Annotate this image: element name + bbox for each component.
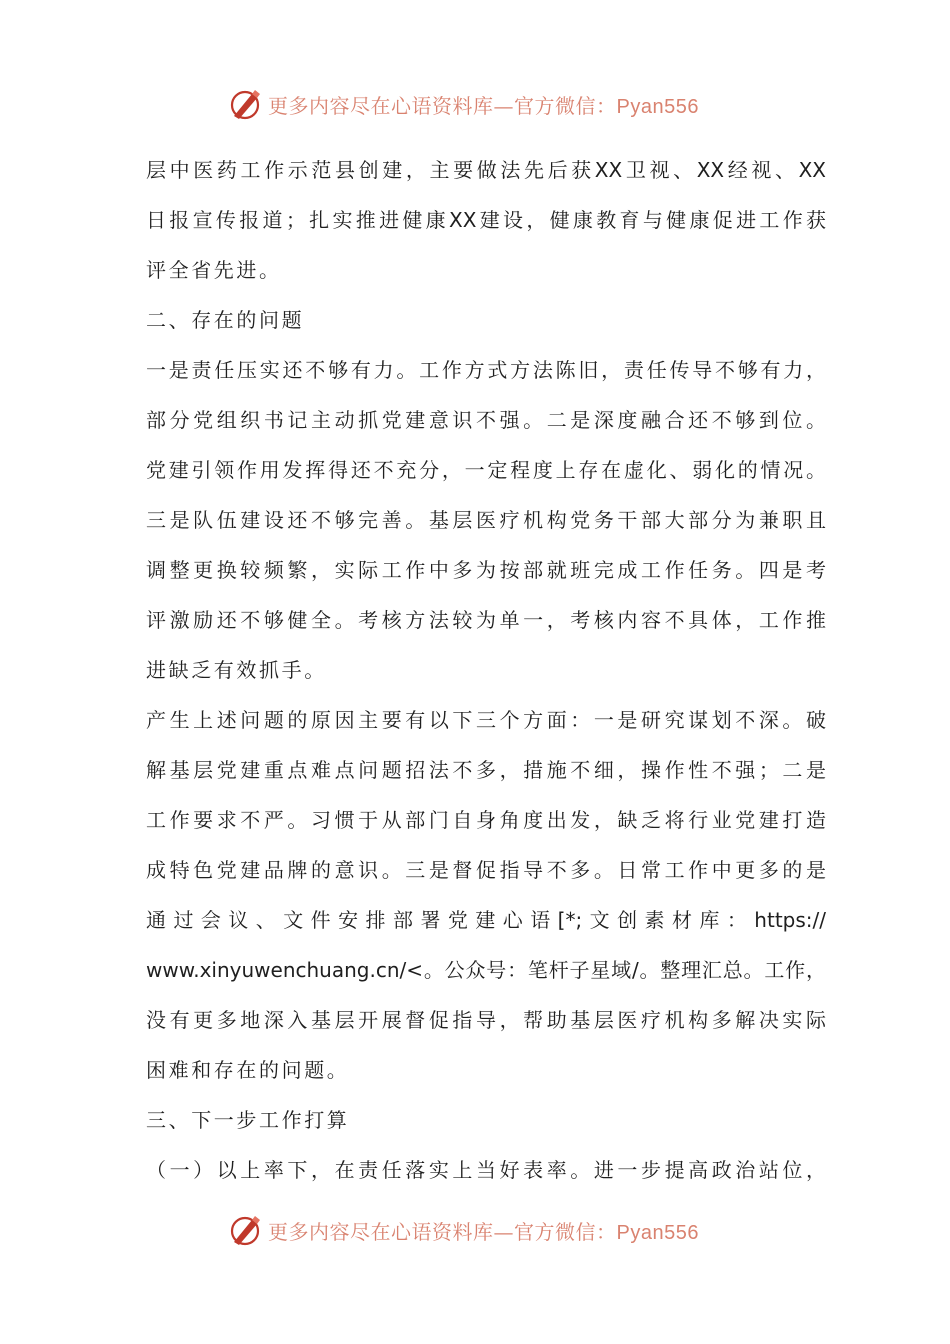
paragraph-line: 评全省先进。 [146, 258, 282, 282]
banner-wechat-id: Pyan556 [616, 95, 699, 118]
paragraph-line: 成特色党建品牌的意识。三是督促指导不多。日常工作中更多的是 [146, 858, 826, 882]
banner-main-text: 更多内容尽在心语资料库 [268, 1219, 494, 1244]
paragraph-line: 三是队伍建设还不够完善。基层医疗机构党务干部大部分为兼职且 [146, 508, 826, 532]
banner-wechat-label: 官方微信： [514, 93, 617, 118]
document-body [146, 148, 826, 1198]
section-heading: 二、存在的问题 [146, 308, 305, 332]
paragraph-line: 困难和存在的问题。 [146, 1058, 350, 1082]
paragraph-line: 层中医药工作示范县创建，主要做法先后获XX卫视、XX经视、XX [146, 158, 826, 182]
paragraph-line: 评激励还不够健全。考核方法较为单一，考核内容不具体，工作推 [146, 608, 826, 632]
paragraph-line: 调整更换较频繁，实际工作中多为按部就班完成工作任务。四是考 [146, 558, 826, 582]
banner-dash: — [493, 1219, 514, 1244]
section-heading: 三、下一步工作打算 [146, 1108, 350, 1132]
paragraph-line: 工作要求不严。习惯于从部门自身角度出发，缺乏将行业党建打造 [146, 808, 826, 832]
banner-dash: — [493, 93, 514, 118]
paragraph-line: 没有更多地深入基层开展督促指导，帮助基层医疗机构多解决实际 [146, 1008, 826, 1032]
paragraph-line: 解基层党建重点难点问题招法不多，措施不细，操作性不强；二是 [146, 758, 826, 782]
paragraph-line: 一是责任压实还不够有力。工作方式方法陈旧，责任传导不够有力， [146, 358, 826, 382]
pen-logo-icon [228, 1212, 264, 1248]
footer-banner [228, 1210, 748, 1250]
pen-logo-icon [228, 86, 264, 122]
paragraph-line: 日报宣传报道；扎实推进健康XX建设，健康教育与健康促进工作获 [146, 208, 826, 232]
banner-text [268, 90, 699, 119]
banner-text [268, 1216, 699, 1245]
header-banner [228, 84, 748, 124]
paragraph-line: 进缺乏有效抓手。 [146, 658, 327, 682]
banner-wechat-label: 官方微信： [514, 1219, 617, 1244]
paragraph-line: 通过会议、文件安排部署党建心语[*;文创素材库：https:// [146, 908, 826, 932]
paragraph-line: 部分党组织书记主动抓党建意识不强。二是深度融合还不够到位。 [146, 408, 826, 432]
paragraph-line: 产生上述问题的原因主要有以下三个方面：一是研究谋划不深。破 [146, 708, 826, 732]
paragraph-line: 党建引领作用发挥得还不充分，一定程度上存在虚化、弱化的情况。 [146, 458, 826, 482]
banner-wechat-id: Pyan556 [616, 1221, 699, 1244]
banner-main-text: 更多内容尽在心语资料库 [268, 93, 494, 118]
paragraph-line: www.xinyuwenchuang.cn/<。公众号：笔杆子星域/。整理汇总。工作， [146, 958, 826, 982]
paragraph-line: （一）以上率下，在责任落实上当好表率。进一步提高政治站位， [146, 1158, 826, 1182]
